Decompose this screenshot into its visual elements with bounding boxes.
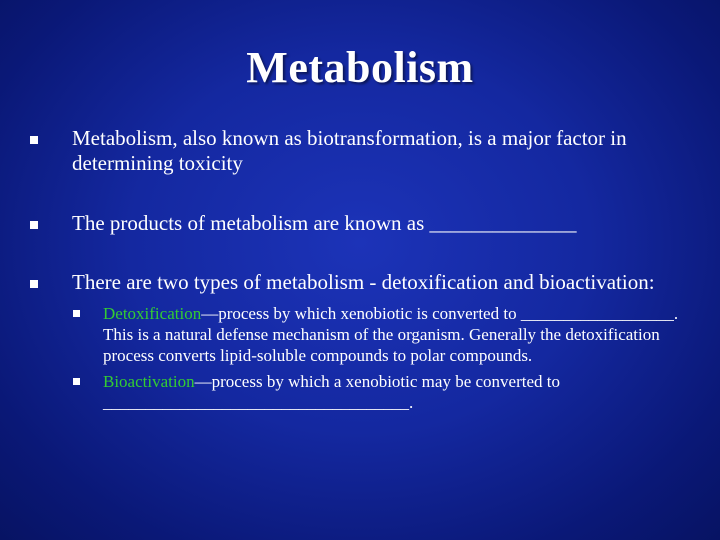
bullet-item (30, 126, 700, 176)
square-bullet-icon (30, 221, 38, 229)
bullet-text: There are two types of metabolism - detoxification and bioactivation: (72, 270, 655, 294)
term-bioactivation: Bioactivation (103, 372, 195, 391)
bullet-text: Metabolism, also known as biotransformation, is a major factor in determining toxicity (72, 126, 627, 175)
slide-title: Metabolism (246, 43, 474, 92)
bullet-item (30, 270, 700, 295)
square-bullet-icon (73, 310, 80, 317)
square-bullet-icon (73, 378, 80, 385)
square-bullet-icon (30, 280, 38, 288)
sub-bullet-text: —process by which a xenobiotic may be converted to ____________________________________. (103, 372, 560, 412)
bullet-text: The products of metabolism are known as ______________ (72, 211, 577, 235)
sub-bullet-item (73, 303, 700, 366)
bullet-item (30, 211, 700, 236)
bullet-list (30, 126, 700, 413)
square-bullet-icon (30, 136, 38, 144)
sub-bullet-item (73, 371, 700, 413)
sub-bullet-text: —process by which xenobiotic is converted to __________________. This is a natural defense mechanism of the organism. Generally the detoxification process converts lipid-soluble compounds to polar compounds. (103, 304, 679, 365)
term-detoxification: Detoxification (103, 304, 202, 323)
